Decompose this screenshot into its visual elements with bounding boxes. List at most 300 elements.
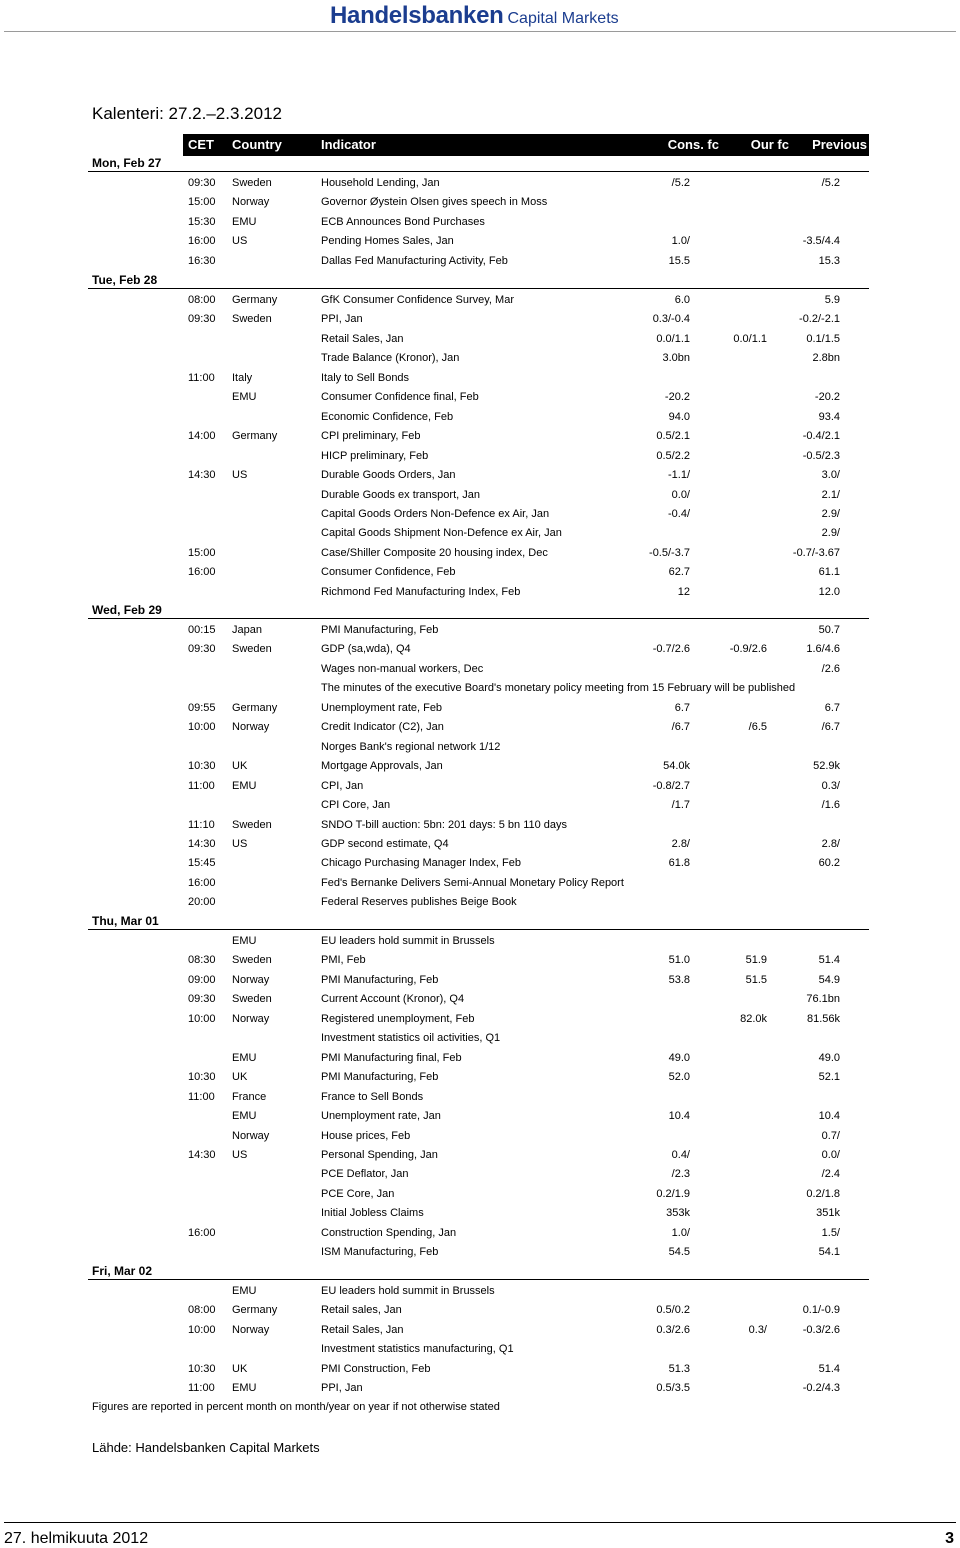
cell-indicator: Capital Goods Orders Non-Defence ex Air, Jan <box>321 508 550 520</box>
cell-time: 00:15 <box>188 624 216 636</box>
cell-cons: 61.8 <box>668 857 690 869</box>
table-row <box>0 333 960 352</box>
cell-country: Norway <box>232 721 270 733</box>
cell-country: UK <box>232 760 248 772</box>
cell-cons: -0.7/2.6 <box>652 643 690 655</box>
cell-country: Norway <box>232 196 270 208</box>
cell-cons: 12 <box>677 586 690 598</box>
cell-time: 15:00 <box>188 547 216 559</box>
cell-prev: 49.0 <box>818 1052 840 1064</box>
cell-time: 14:00 <box>188 430 216 442</box>
table-row <box>0 352 960 371</box>
cell-country: EMU <box>232 216 257 228</box>
cell-prev: 0.7/ <box>821 1130 840 1142</box>
cell-indicator: Current Account (Kronor), Q4 <box>321 993 465 1005</box>
day-label: Thu, Mar 01 <box>92 914 159 928</box>
table-row <box>0 799 960 818</box>
cell-cons: 0.0/ <box>671 489 690 501</box>
table-row <box>0 566 960 585</box>
cell-cons: 353k <box>666 1207 690 1219</box>
cell-our: 51.5 <box>745 974 767 986</box>
cell-indicator: PMI Manufacturing final, Feb <box>321 1052 462 1064</box>
cell-indicator: Mortgage Approvals, Jan <box>321 760 443 772</box>
header-cons: Cons. fc <box>667 137 719 152</box>
cell-indicator: Case/Shiller Composite 20 housing index, Dec <box>321 547 548 559</box>
table-row <box>0 372 960 391</box>
cell-prev: 0.1/-0.9 <box>802 1304 840 1316</box>
cell-cons: 0.3/2.6 <box>656 1324 690 1336</box>
day-label: Mon, Feb 27 <box>92 156 162 170</box>
footer-divider <box>4 1522 956 1523</box>
cell-prev: -3.5/4.4 <box>802 235 840 247</box>
table-row <box>0 1110 960 1129</box>
cell-cons: /5.2 <box>671 177 690 189</box>
cell-time: 10:30 <box>188 1363 216 1375</box>
table-row <box>0 450 960 469</box>
cell-time: 15:30 <box>188 216 216 228</box>
cell-cons: 1.0/ <box>671 1227 690 1239</box>
cell-country: Norway <box>232 1013 270 1025</box>
cell-indicator: PMI Construction, Feb <box>321 1363 431 1375</box>
cell-prev: 2.9/ <box>821 508 840 520</box>
cell-indicator: Unemployment rate, Jan <box>321 1110 441 1122</box>
table-row <box>0 663 960 682</box>
cell-time: 16:00 <box>188 1227 216 1239</box>
cell-indicator: Italy to Sell Bonds <box>321 372 410 384</box>
cell-prev: 12.0 <box>818 586 840 598</box>
table-row <box>0 1168 960 1187</box>
cell-prev: -0.7/-3.67 <box>792 547 840 559</box>
cell-indicator: Trade Balance (Kronor), Jan <box>321 352 460 364</box>
cell-indicator: House prices, Feb <box>321 1130 411 1142</box>
cell-time: 11:00 <box>188 1091 215 1103</box>
table-row <box>0 411 960 430</box>
footnote: Figures are reported in percent month on month/year on year if not otherwise stated <box>92 1401 500 1413</box>
cell-time: 09:30 <box>188 643 216 655</box>
header-time: CET <box>188 137 214 152</box>
table-row <box>0 1343 960 1362</box>
cell-our: 82.0k <box>740 1013 767 1025</box>
cell-prev: 0.2/1.8 <box>806 1188 840 1200</box>
cell-cons: 52.0 <box>668 1071 690 1083</box>
cell-prev: 2.8/ <box>821 838 840 850</box>
cell-country: EMU <box>232 780 257 792</box>
cell-cons: 0.0/1.1 <box>656 333 690 345</box>
table-row <box>0 857 960 876</box>
table-row <box>0 838 960 857</box>
cell-prev: 50.7 <box>818 624 840 636</box>
cell-prev: 52.1 <box>818 1071 840 1083</box>
cell-prev: 54.9 <box>818 974 840 986</box>
cell-indicator: Economic Confidence, Feb <box>321 411 454 423</box>
cell-indicator: Dallas Fed Manufacturing Activity, Feb <box>321 255 508 267</box>
table-row <box>0 1188 960 1207</box>
cell-prev: 1.6/4.6 <box>806 643 840 655</box>
cell-indicator: Governor Øystein Olsen gives speech in Moss <box>321 196 548 208</box>
cell-indicator: Capital Goods Shipment Non-Defence ex Air, Jan <box>321 527 562 539</box>
cell-country: France <box>232 1091 267 1103</box>
cell-prev: -0.2/4.3 <box>802 1382 840 1394</box>
table-row <box>0 1052 960 1071</box>
table-row <box>0 682 960 701</box>
header-previous: Previous <box>812 137 867 152</box>
cell-country: Sweden <box>232 177 272 189</box>
cell-cons: -0.8/2.7 <box>652 780 690 792</box>
cell-cons: 1.0/ <box>671 235 690 247</box>
cell-indicator: Investment statistics oil activities, Q1 <box>321 1032 501 1044</box>
cell-time: 09:30 <box>188 313 216 325</box>
cell-country: EMU <box>232 1285 257 1297</box>
table-row <box>0 294 960 313</box>
cell-indicator: ISM Manufacturing, Feb <box>321 1246 439 1258</box>
table-row <box>0 469 960 488</box>
cell-indicator: Fed's Bernanke Delivers Semi-Annual Monetary Policy Report <box>321 877 624 889</box>
cell-prev: 5.9 <box>824 294 840 306</box>
cell-indicator: Credit Indicator (C2), Jan <box>321 721 444 733</box>
cell-time: 16:30 <box>188 255 216 267</box>
header-country: Country <box>232 137 282 152</box>
cell-time: 16:00 <box>188 566 216 578</box>
cell-indicator: CPI, Jan <box>321 780 364 792</box>
cell-prev: -0.3/2.6 <box>802 1324 840 1336</box>
cell-cons: /6.7 <box>671 721 690 733</box>
cell-indicator: Pending Homes Sales, Jan <box>321 235 454 247</box>
cell-indicator: Richmond Fed Manufacturing Index, Feb <box>321 586 521 598</box>
cell-indicator: EU leaders hold summit in Brussels <box>321 1285 495 1297</box>
cell-time: 20:00 <box>188 896 216 908</box>
cell-time: 16:00 <box>188 877 216 889</box>
cell-cons: 2.8/ <box>671 838 690 850</box>
cell-cons: 6.0 <box>674 294 690 306</box>
cell-prev: -0.4/2.1 <box>802 430 840 442</box>
cell-prev: 3.0/ <box>821 469 840 481</box>
cell-indicator: Retail Sales, Jan <box>321 333 404 345</box>
table-row <box>0 974 960 993</box>
cell-country: Germany <box>232 1304 278 1316</box>
cell-country: US <box>232 1149 248 1161</box>
cell-cons: 53.8 <box>668 974 690 986</box>
cell-prev: 60.2 <box>818 857 840 869</box>
cell-indicator: ECB Announces Bond Purchases <box>321 216 485 228</box>
table-row <box>0 1304 960 1323</box>
table-row <box>0 954 960 973</box>
cell-country: EMU <box>232 935 257 947</box>
cell-cons: 49.0 <box>668 1052 690 1064</box>
cell-country: US <box>232 235 248 247</box>
cell-indicator: Durable Goods Orders, Jan <box>321 469 456 481</box>
footer-date: 27. helmikuuta 2012 <box>4 1530 149 1547</box>
table-row <box>0 196 960 215</box>
cell-prev: 2.9/ <box>821 527 840 539</box>
table-row <box>0 313 960 332</box>
source-line: Lähde: Handelsbanken Capital Markets <box>92 1440 320 1455</box>
cell-indicator: PMI Manufacturing, Feb <box>321 624 439 636</box>
cell-country: Sweden <box>232 993 272 1005</box>
cell-time: 16:00 <box>188 235 216 247</box>
cell-time: 11:10 <box>188 819 215 831</box>
table-row <box>0 702 960 721</box>
cell-country: Italy <box>232 372 253 384</box>
cell-cons: 62.7 <box>668 566 690 578</box>
table-header <box>183 134 869 156</box>
cell-time: 08:00 <box>188 294 216 306</box>
cell-indicator: PMI, Feb <box>321 954 366 966</box>
table-row <box>0 1071 960 1090</box>
cell-time: 09:30 <box>188 993 216 1005</box>
cell-indicator: CPI preliminary, Feb <box>321 430 421 442</box>
cell-cons: 54.5 <box>668 1246 690 1258</box>
day-separator <box>88 171 869 172</box>
cell-time: 15:45 <box>188 857 216 869</box>
cell-prev: -0.2/-2.1 <box>799 313 840 325</box>
cell-prev: /2.6 <box>821 663 840 675</box>
table-row <box>0 527 960 546</box>
table-row <box>0 430 960 449</box>
cell-prev: -0.5/2.3 <box>802 450 840 462</box>
cell-prev: 61.1 <box>818 566 840 578</box>
header-indicator: Indicator <box>321 137 376 152</box>
table-row <box>0 935 960 954</box>
brand-logo <box>330 2 619 30</box>
cell-cons: 0.5/0.2 <box>656 1304 690 1316</box>
cell-indicator: Registered unemployment, Feb <box>321 1013 475 1025</box>
cell-time: 11:00 <box>188 372 215 384</box>
cell-indicator: Unemployment rate, Feb <box>321 702 443 714</box>
cell-cons: 15.5 <box>668 255 690 267</box>
day-separator <box>88 929 869 930</box>
table-row <box>0 643 960 662</box>
cell-indicator: Durable Goods ex transport, Jan <box>321 489 480 501</box>
cell-prev: 15.3 <box>818 255 840 267</box>
cell-time: 08:00 <box>188 1304 216 1316</box>
cell-cons: 0.5/2.2 <box>656 450 690 462</box>
table-row <box>0 741 960 760</box>
page-title: Kalenteri: 27.2.–2.3.2012 <box>92 104 282 123</box>
cell-cons: 0.4/ <box>671 1149 690 1161</box>
cell-cons: 0.5/3.5 <box>656 1382 690 1394</box>
cell-time: 09:30 <box>188 177 216 189</box>
cell-country: Germany <box>232 430 278 442</box>
cell-our: 0.3/ <box>748 1324 767 1336</box>
cell-prev: 10.4 <box>818 1110 840 1122</box>
table-row <box>0 819 960 838</box>
table-row <box>0 489 960 508</box>
table-row <box>0 624 960 643</box>
cell-indicator: GfK Consumer Confidence Survey, Mar <box>321 294 514 306</box>
brand-name: Handelsbanken <box>330 2 504 29</box>
cell-cons: -20.2 <box>664 391 690 403</box>
cell-prev: 0.1/1.5 <box>806 333 840 345</box>
cell-country: EMU <box>232 1052 257 1064</box>
cell-country: Germany <box>232 294 278 306</box>
cell-indicator: Retail sales, Jan <box>321 1304 402 1316</box>
cell-indicator: Chicago Purchasing Manager Index, Feb <box>321 857 521 869</box>
cell-indicator: PCE Core, Jan <box>321 1188 395 1200</box>
cell-cons: 94.0 <box>668 411 690 423</box>
day-label: Tue, Feb 28 <box>92 273 158 287</box>
cell-time: 09:00 <box>188 974 216 986</box>
cell-cons: 54.0k <box>663 760 690 772</box>
day-label: Fri, Mar 02 <box>92 1264 153 1278</box>
cell-time: 10:00 <box>188 1013 216 1025</box>
cell-prev: -20.2 <box>814 391 840 403</box>
table-row <box>0 877 960 896</box>
cell-indicator: PPI, Jan <box>321 1382 363 1394</box>
table-row <box>0 1091 960 1110</box>
cell-prev: 6.7 <box>824 702 840 714</box>
cell-country: Sweden <box>232 643 272 655</box>
cell-cons: /2.3 <box>671 1168 690 1180</box>
table-row <box>0 1149 960 1168</box>
table-row <box>0 760 960 779</box>
table-row <box>0 1032 960 1051</box>
cell-indicator: PPI, Jan <box>321 313 363 325</box>
cell-cons: 0.2/1.9 <box>656 1188 690 1200</box>
table-row <box>0 780 960 799</box>
cell-prev: 51.4 <box>818 954 840 966</box>
page-number: 3 <box>945 1530 954 1547</box>
cell-cons: -1.1/ <box>667 469 690 481</box>
table-row <box>0 216 960 235</box>
table-row <box>0 508 960 527</box>
cell-prev: 93.4 <box>818 411 840 423</box>
cell-country: US <box>232 469 248 481</box>
cell-time: 10:30 <box>188 1071 216 1083</box>
cell-indicator: PMI Manufacturing, Feb <box>321 974 439 986</box>
cell-country: EMU <box>232 1110 257 1122</box>
table-row <box>0 1246 960 1265</box>
table-row <box>0 1207 960 1226</box>
cell-indicator: Household Lending, Jan <box>321 177 440 189</box>
cell-country: EMU <box>232 391 257 403</box>
cell-indicator: GDP second estimate, Q4 <box>321 838 449 850</box>
cell-country: Sweden <box>232 954 272 966</box>
cell-prev: 81.56k <box>806 1013 840 1025</box>
cell-time: 10:00 <box>188 1324 216 1336</box>
cell-prev: /5.2 <box>821 177 840 189</box>
cell-indicator: PCE Deflator, Jan <box>321 1168 409 1180</box>
cell-cons: /1.7 <box>671 799 690 811</box>
cell-indicator: France to Sell Bonds <box>321 1091 424 1103</box>
cell-prev: /6.7 <box>821 721 840 733</box>
cell-country: UK <box>232 1363 248 1375</box>
cell-prev: 76.1bn <box>806 993 840 1005</box>
table-row <box>0 177 960 196</box>
cell-prev: 0.0/ <box>821 1149 840 1161</box>
cell-cons: 10.4 <box>668 1110 690 1122</box>
cell-time: 14:30 <box>188 469 216 481</box>
cell-time: 11:00 <box>188 1382 215 1394</box>
table-row <box>0 1013 960 1032</box>
cell-cons: -0.4/ <box>667 508 690 520</box>
cell-time: 14:30 <box>188 838 216 850</box>
cell-our: -0.9/2.6 <box>729 643 767 655</box>
header-divider <box>4 31 956 32</box>
cell-country: Sweden <box>232 819 272 831</box>
cell-indicator: EU leaders hold summit in Brussels <box>321 935 495 947</box>
table-row <box>0 1324 960 1343</box>
cell-indicator: Consumer Confidence final, Feb <box>321 391 479 403</box>
cell-indicator: Personal Spending, Jan <box>321 1149 438 1161</box>
cell-cons: 51.3 <box>668 1363 690 1375</box>
cell-indicator: Construction Spending, Jan <box>321 1227 457 1239</box>
header-our: Our fc <box>750 137 789 152</box>
table-row <box>0 391 960 410</box>
table-row <box>0 1363 960 1382</box>
cell-indicator: Initial Jobless Claims <box>321 1207 424 1219</box>
cell-prev: 54.1 <box>818 1246 840 1258</box>
cell-indicator: CPI Core, Jan <box>321 799 391 811</box>
cell-time: 09:55 <box>188 702 216 714</box>
cell-indicator: Norges Bank's regional network 1/12 <box>321 741 501 753</box>
cell-prev: 52.9k <box>813 760 840 772</box>
cell-indicator: The minutes of the executive Board's monetary policy meeting from 15 February will be published <box>321 682 796 694</box>
cell-our: 51.9 <box>745 954 767 966</box>
cell-cons: 3.0bn <box>662 352 690 364</box>
cell-country: Norway <box>232 1130 270 1142</box>
cell-prev: 2.8bn <box>812 352 840 364</box>
cell-time: 10:00 <box>188 721 216 733</box>
cell-prev: 2.1/ <box>821 489 840 501</box>
cell-country: UK <box>232 1071 248 1083</box>
cell-cons: 0.5/2.1 <box>656 430 690 442</box>
cell-indicator: Consumer Confidence, Feb <box>321 566 456 578</box>
cell-prev: /1.6 <box>821 799 840 811</box>
cell-prev: 1.5/ <box>821 1227 840 1239</box>
day-separator <box>88 288 869 289</box>
cell-indicator: PMI Manufacturing, Feb <box>321 1071 439 1083</box>
cell-prev: 351k <box>816 1207 840 1219</box>
cell-prev: /2.4 <box>821 1168 840 1180</box>
cell-cons: 51.0 <box>668 954 690 966</box>
cell-prev: 0.3/ <box>821 780 840 792</box>
cell-our: /6.5 <box>748 721 767 733</box>
cell-time: 11:00 <box>188 780 215 792</box>
table-row <box>0 547 960 566</box>
cell-indicator: SNDO T-bill auction: 5bn: 201 days: 5 bn 110 days <box>321 819 568 831</box>
cell-country: Norway <box>232 974 270 986</box>
cell-country: Japan <box>232 624 262 636</box>
cell-time: 14:30 <box>188 1149 216 1161</box>
cell-our: 0.0/1.1 <box>733 333 767 345</box>
cell-indicator: GDP (sa,wda), Q4 <box>321 643 411 655</box>
cell-indicator: Wages non-manual workers, Dec <box>321 663 484 675</box>
table-row <box>0 721 960 740</box>
cell-cons: 0.3/-0.4 <box>652 313 690 325</box>
table-row <box>0 1382 960 1401</box>
cell-country: Norway <box>232 1324 270 1336</box>
cell-country: Germany <box>232 702 278 714</box>
cell-time: 15:00 <box>188 196 216 208</box>
table-row <box>0 993 960 1012</box>
cell-country: US <box>232 838 248 850</box>
table-row <box>0 1227 960 1246</box>
table-row <box>0 896 960 915</box>
table-row <box>0 1285 960 1304</box>
cell-indicator: Retail Sales, Jan <box>321 1324 404 1336</box>
day-label: Wed, Feb 29 <box>92 603 162 617</box>
cell-cons: -0.5/-3.7 <box>649 547 690 559</box>
cell-cons: 6.7 <box>674 702 690 714</box>
brand-sub: Capital Markets <box>507 10 619 27</box>
table-row <box>0 235 960 254</box>
cell-country: EMU <box>232 1382 257 1394</box>
cell-indicator: Investment statistics manufacturing, Q1 <box>321 1343 514 1355</box>
day-separator <box>88 618 869 619</box>
cell-indicator: HICP preliminary, Feb <box>321 450 429 462</box>
table-row <box>0 255 960 274</box>
cell-indicator: Federal Reserves publishes Beige Book <box>321 896 517 908</box>
